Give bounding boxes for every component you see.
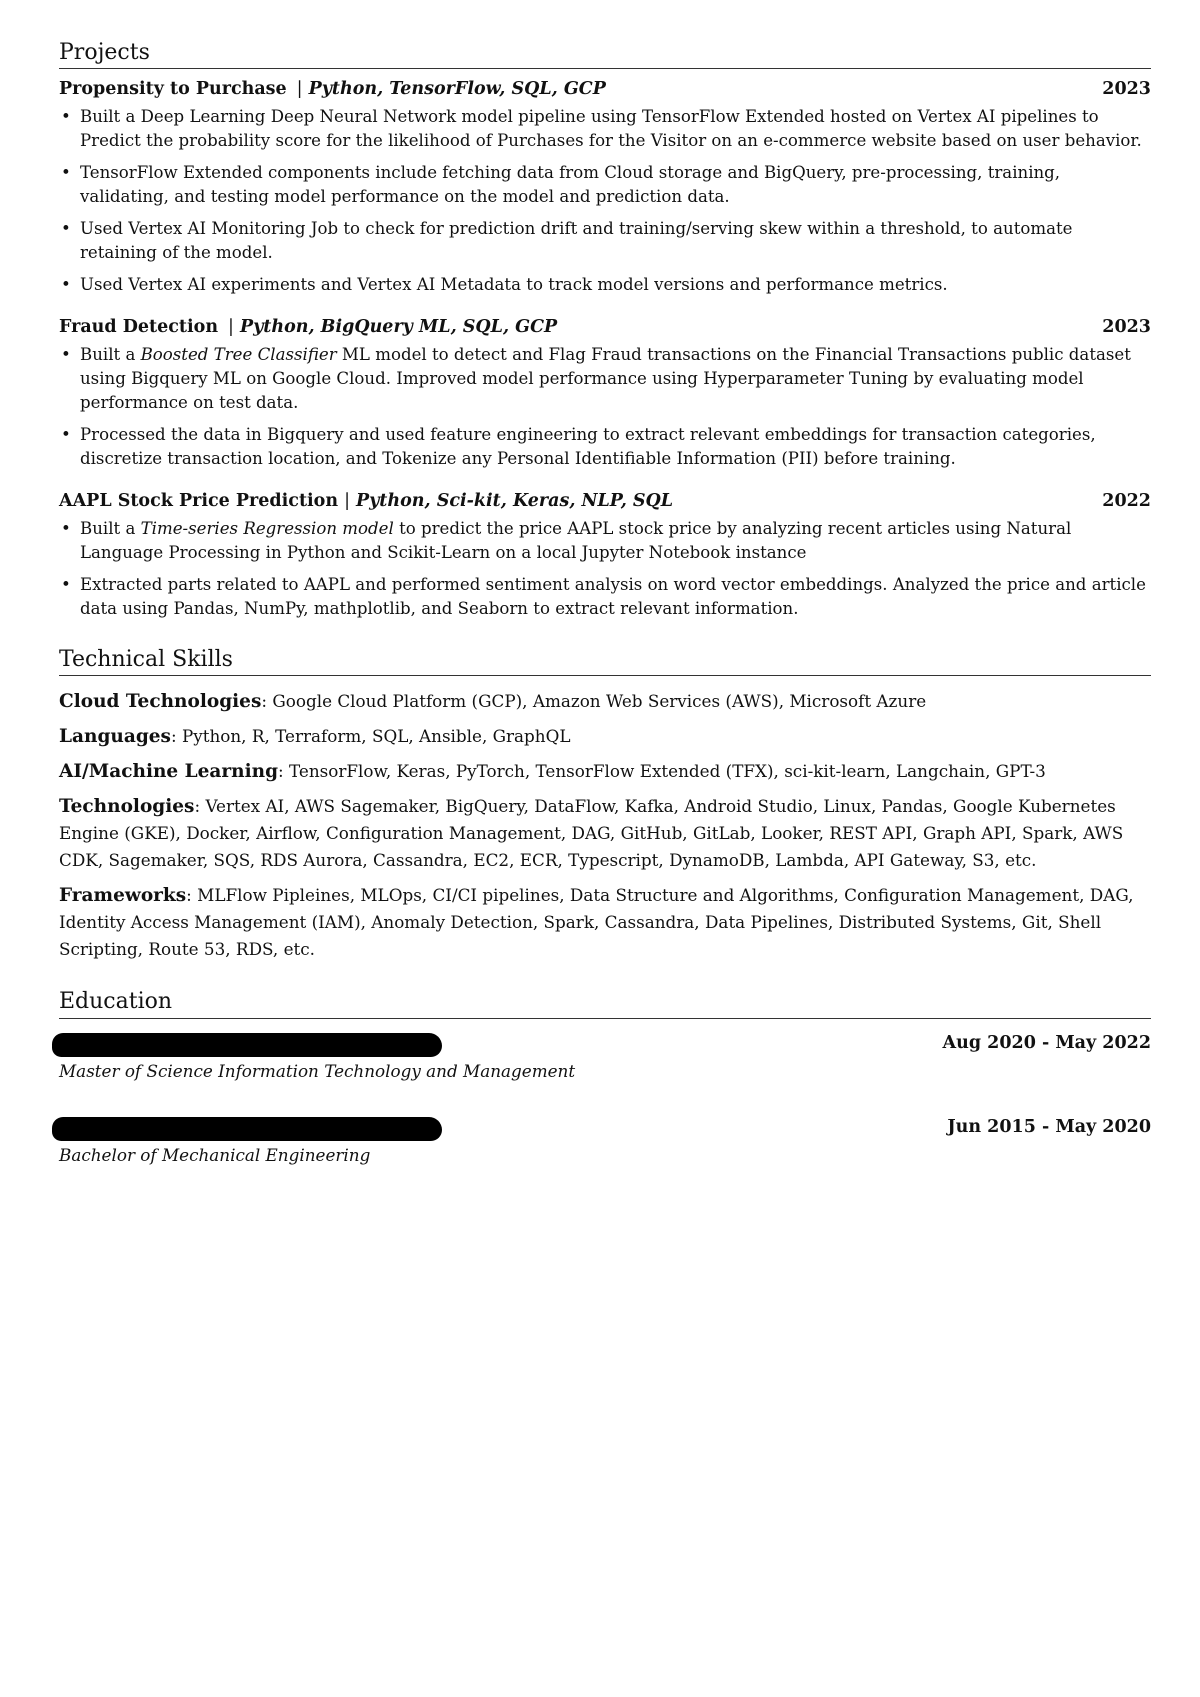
project-title-line (59, 79, 606, 101)
skill-row: Technologies: Vertex AI, AWS Sagemaker, BigQuery, DataFlow, Kafka, Android Studio, Linux, Pandas, Google Kubernetes Engine (GKE), Docker, Airflow, Configuration Management, DAG, GitHub, GitLab, Looker, REST API, Graph API, Spark, AWS CDK, Sagemaker, SQS, RDS Aurora, Cassandra, EC2, ECR, Typescript, DynamoDB, Lambda, API Gateway, S3, etc. (59, 796, 1124, 871)
project-bullet-list (59, 105, 1151, 297)
bullet-text-post: ML model to detect and Flag Fraud transactions on the Financial Transactions public dataset using Bigquery ML on Google Cloud. Improved model performance using Hyperparameter Tuning by evaluating model performance on test data. (80, 345, 1131, 413)
education-heading: Education (59, 989, 1151, 1018)
project-entry (59, 79, 1151, 297)
project-bullet-list (59, 517, 1151, 621)
project-bullet: • TensorFlow Extended components include fetching data from Cloud storage and BigQuery, pre-processing, training, validating, and testing model performance on the model and prediction data. (59, 161, 1151, 209)
technical-skills-heading: Technical Skills (59, 647, 1151, 676)
project-title-line (59, 491, 673, 513)
project-bullet: • Processed the data in Bigquery and used feature engineering to extract relevant embeddings for transaction categories, discretize transaction location, and Tokenize any Personal Identifiable Information (PII) before training. (59, 423, 1151, 471)
project-bullet: • Built a Deep Learning Deep Neural Network model pipeline using TensorFlow Extended hosted on Vertex AI pipelines to Predict the probability score for the likelihood of Purchases for the Visitor on an e-commerce website based on user behavior. (59, 105, 1151, 153)
skill-label: Cloud Technologies (59, 691, 262, 713)
project-header (59, 79, 1151, 101)
project-tech-stack: Python, TensorFlow, SQL, GCP (308, 79, 606, 100)
projects-heading: Projects (59, 40, 1151, 69)
project-year: 2022 (1102, 491, 1151, 512)
skill-row: Cloud Technologies: Google Cloud Platform (GCP), Amazon Web Services (AWS), Microsoft Azure (59, 691, 927, 713)
bullet-emphasis: Time-series Regression model (140, 519, 394, 539)
skill-label: Technologies (59, 796, 195, 818)
skills-list (59, 688, 1151, 963)
bullet-emphasis: Boosted Tree Classifier (140, 345, 337, 365)
education-degree: Bachelor of Mechanical Engineering (59, 1144, 371, 1165)
project-entry (59, 491, 1151, 621)
skill-value: Python, R, Terraform, SQL, Ansible, GraphQL (181, 726, 571, 747)
skill-value: Google Cloud Platform (GCP), Amazon Web Services (AWS), Microsoft Azure (272, 691, 927, 712)
project-header (59, 491, 1151, 513)
project-bullet (59, 517, 1151, 565)
education-degree: Master of Science Information Technology and Management (59, 1060, 576, 1081)
project-year: 2023 (1102, 317, 1151, 338)
project-tech-stack: Python, BigQuery ML, SQL, GCP (239, 317, 558, 338)
redacted-institution (52, 1033, 442, 1057)
skill-row: AI/Machine Learning: TensorFlow, Keras, PyTorch, TensorFlow Extended (TFX), sci-kit-learn, Langchain, GPT-3 (59, 761, 1046, 783)
bullet-text-pre: Built a (80, 519, 141, 539)
project-tech-stack: Python, Sci-kit, Keras, NLP, SQL (355, 491, 674, 512)
project-name: Propensity to Purchase (59, 79, 287, 100)
redacted-institution (52, 1117, 442, 1141)
project-name: AAPL Stock Price Prediction (59, 491, 339, 512)
project-bullet: • Used Vertex AI Monitoring Job to check for prediction drift and training/serving skew within a threshold, to automate retaining of the model. (59, 217, 1151, 265)
bullet-text-post: to predict the price AAPL stock price by analyzing recent articles using Natural Language Processing in Python and Scikit-Learn on a local Jupyter Notebook instance (80, 519, 1072, 563)
skill-value: Vertex AI, AWS Sagemaker, BigQuery, DataFlow, Kafka, Android Studio, Linux, Pandas, Google Kubernetes Engine (GKE), Docker, Airflow, Configuration Management, DAG, GitHub, GitLab, Looker, REST API, Graph API, Spark, AWS CDK, Sagemaker, SQS, RDS Aurora, Cassandra, EC2, ECR, Typescript, DynamoDB, Lambda, API Gateway, S3, etc. (59, 796, 1124, 871)
skill-label: AI/Machine Learning (59, 761, 279, 783)
project-separator: | (296, 79, 303, 100)
project-year: 2023 (1102, 79, 1151, 100)
education-entry (59, 1033, 1151, 1083)
project-entry (59, 317, 1151, 471)
education-entry (59, 1117, 1151, 1167)
project-header (59, 317, 1151, 339)
skill-label: Frameworks (59, 885, 187, 907)
skill-value: TensorFlow, Keras, PyTorch, TensorFlow Extended (TFX), sci-kit-learn, Langchain, GPT-3 (289, 761, 1046, 782)
project-name: Fraud Detection (59, 317, 219, 338)
project-bullet-list (59, 343, 1151, 471)
skill-row: Languages: Python, R, Terraform, SQL, Ansible, GraphQL (59, 726, 571, 748)
education-date: Aug 2020 - May 2022 (942, 1032, 1151, 1053)
project-bullet (59, 343, 1151, 415)
skill-row: Frameworks: MLFlow Pipleines, MLOps, CI/CI pipelines, Data Structure and Algorithms, Configuration Management, DAG, Identity Access Management (IAM), Anomaly Detection, Spark, Cassandra, Data Pipelines, Distributed Systems, Git, Shell Scripting, Route 53, RDS, etc. (59, 885, 1134, 960)
project-separator: | (228, 317, 234, 338)
skill-label: Languages (59, 726, 171, 748)
resume-page (59, 40, 1151, 1167)
project-title-line (59, 317, 557, 339)
project-bullet: • Extracted parts related to AAPL and performed sentiment analysis on word vector embeddings. Analyzed the price and article data using Pandas, NumPy, mathplotlib, and Seaborn to extract relevant information. (59, 573, 1151, 621)
project-bullet: • Used Vertex AI experiments and Vertex AI Metadata to track model versions and performance metrics. (59, 273, 1151, 297)
project-separator: | (344, 491, 350, 512)
education-date: Jun 2015 - May 2020 (947, 1116, 1151, 1137)
bullet-text-pre: Built a (80, 345, 141, 365)
skill-value: MLFlow Pipleines, MLOps, CI/CI pipelines, Data Structure and Algorithms, Configuration Management, DAG, Identity Access Management (IAM), Anomaly Detection, Spark, Cassandra, Data Pipelines, Distributed Systems, Git, Shell Scripting, Route 53, RDS, etc. (59, 885, 1134, 960)
